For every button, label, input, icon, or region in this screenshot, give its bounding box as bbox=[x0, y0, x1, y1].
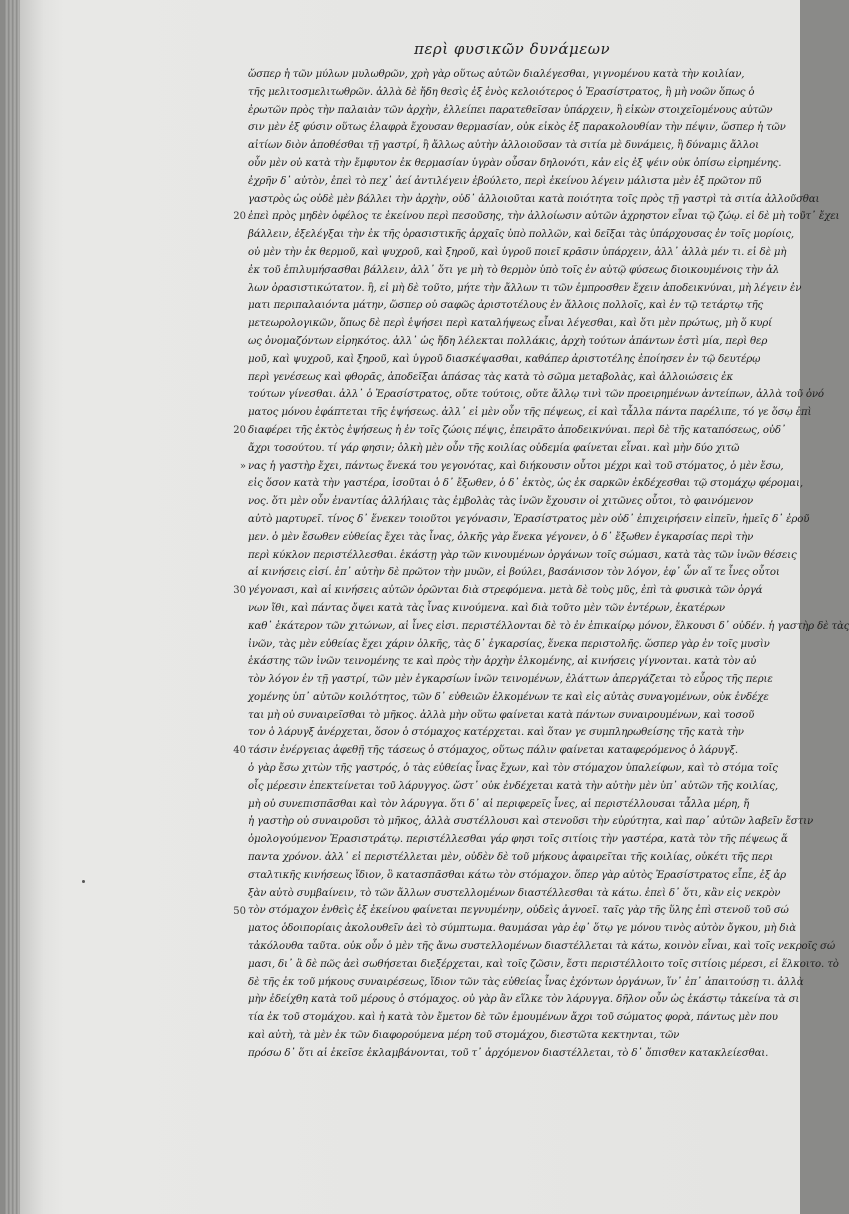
line-number: 40 bbox=[233, 745, 246, 757]
text-line: τὸν στόμαχον ἐνθεὶς ἐξ ἐκείνου φαίνεται πεγνυμένην, οὐδεὶς ἀγνοεῖ. ταῖς γὰρ τῆς ὕλης ἐπὶ στενοῦ τοῦ σώ bbox=[248, 905, 789, 917]
text-line: ως ὀνομαζόντων εἰρηκότος. ἀλλ᾽ ὡς ἤδη λέλεκται πολλάκις, ἀρχὴ τούτων ἁπάντων ἐστὶ μία, περὶ θερ bbox=[248, 335, 768, 347]
line-number: 20 bbox=[233, 425, 246, 436]
text-line: εἰς ὅσον κατὰ τὴν γαστέρα, ἰσοῦται ὁ δ᾽ ἔξωθεν, ὁ δ᾽ ἐκτὸς, ὡς ἐκ σαρκῶν ἐκδέχεσθαι τῷ στομάχῳ φέρομαι, bbox=[248, 478, 803, 490]
text-line: τία ἐκ τοῦ στομάχου. καὶ ἡ κατὰ τὸν ἔμετον δὲ τῶν ἐμουμένων ἄχρι τοῦ σώματος φορὰ, πάντως μὲν που bbox=[248, 1012, 778, 1024]
text-line: μὴν ἐδείχθη κατὰ τοῦ μέρους ὁ στόμαχος. οὐ γὰρ ἂν εἵλκε τὸν λάρυγγα. δῆλον οὖν ὡς ἑκάστῳ τἀκείνα τὰ σι bbox=[248, 994, 800, 1006]
text-line: καὶ αὐτὴ, τὰ μὲν ἐκ τῶν διαφορούμενα μέρη τοῦ στομάχου, διεστῶτα κεκτηνται, τῶν bbox=[248, 1030, 680, 1042]
line-number: 50 bbox=[233, 905, 246, 917]
text-line: καθ᾽ ἑκάτερον τῶν χιτώνων, αἱ ἶνες εἰσι. περιστέλλονται δὲ τὸ ἐν ἐπικαίρῳ μόνον, ἕλκουσι δ᾽ οὐδέν. ἡ γαστὴρ δὲ τὰς bbox=[248, 620, 849, 632]
text-line: νος. ὅτι μὲν οὖν ἐναντίας ἀλλήλαις τὰς ἐμβολὰς τὰς ἰνῶν ἔχουσιν οἱ χιτῶνες οὗτοι, τὸ φαινόμενον bbox=[248, 496, 754, 508]
text-line: ἡ γαστὴρ οὐ συναιροῦσι τὸ μῆκος, ἀλλὰ συστέλλουσι καὶ στενοῦσι τὴν εὐρύτητα, καὶ παρ᾽ αὐτῶν λαβεῖν ἔστιν bbox=[248, 816, 813, 828]
text-line: τάσιν ἐνέργειας ἀφεθῇ τῆς τάσεως ὁ στόμαχος, οὕτως πάλιν φαίνεται καταφερόμενος ὁ λάρυγξ. bbox=[248, 745, 739, 757]
text-line: σταλτικῆς κινήσεως ἴδιον, ὃ κατασπᾶσθαι κάτω τὸν στόμαχον. ὅπερ γὰρ αὐτὸς Ἐρασίστρατος εἶπε, ἐξ ἀρ bbox=[248, 869, 786, 881]
text-line: τον ὁ λάρυγξ ἀνέρχεται, ὅσον ὁ στόμαχος κατέρχεται. καὶ ὅταν γε συμπληρωθείσης τῆς κατὰ τὴν bbox=[248, 727, 744, 739]
text-line: τὸν λόγον ἐν τῇ γαστρί, τῶν μὲν ἐγκαρσίων ἰνῶν τεινομένων, ἐλάττων ἀπεργάζεται τὸ εὖρος τῆς περιε bbox=[248, 674, 773, 686]
text-line: ἐπεὶ πρὸς μηδὲν ὀφέλος τε ἐκείνου περὶ πεσοῦσης, τὴν ἀλλοίωσιν αὐτῶν ἀχρηστον εἶναι τῷ ζώῳ. εἰ δὲ μὴ τοῦτ᾽ ἔχει bbox=[248, 211, 840, 223]
text-line: γέγονασι, καὶ αἱ κινήσεις αὐτῶν ὁρῶνται διὰ στρεφόμενα. μετὰ δὲ τοὺς μῦς, ἐπὶ τὰ φυσικὰ τῶν ὀργά bbox=[248, 585, 763, 597]
text-line: σιν μὲν ἐξ φύσιν οὕτως ἐλαφρὰ ἔχουσαν θερμασίαν, οὐκ εἰκὸς ἐξ παρακολουθίαν τὴν πέψιν, ὥσπερ ἡ τῶν bbox=[248, 122, 786, 134]
text-line: οὐ μὲν τὴν ἐκ θερμοῦ, καὶ ψυχροῦ, καὶ ξηροῦ, καὶ ὑγροῦ ποιεῖ κρᾶσιν ὑπάρχειν, ἀλλ᾽ ἀλλὰ μέν τι. εἰ δὲ μὴ bbox=[248, 246, 787, 258]
text-line: τούτων γίνεσθαι. ἀλλ᾽ ὁ Ἐρασίστρατος, οὔτε τούτοις, οὔτε ἄλλῳ τινὶ τῶν προειρημένων ἀντείπων, ἀλλὰ τοῦ ὀνό bbox=[248, 389, 824, 401]
text-line: μὴ οὐ συνεπισπᾶσθαι καὶ τὸν λάρυγγα. ὅτι δ᾽ αἱ περιφερεῖς ἶνες, αἱ περιστέλλουσαι τἆλλα μέρη, ἤ bbox=[248, 798, 750, 810]
text-line: αἰτίων διὸν ἀποθέσθαι τῇ γαστρί, ἢ ἄλλως αὐτὴν ἀλλοιοῦσαν τὰ σιτία μὲ δυνάμεις, ἢ δύναμις ἄλλοι bbox=[248, 140, 759, 152]
text-line: ται μὴ οὐ συναιρεῖσθαι τὸ μῆκος. ἀλλὰ μὴν οὕτω φαίνεται κατὰ πάντων συναιρουμένων, καὶ τοσοῦ bbox=[248, 709, 755, 721]
text-line: ξὰν αὐτὸ συμβαίνειν, τὸ τῶν ἄλλων συστελλομένων διαστέλλεσθαι τὰ κάτω. ἐπεὶ δ᾽ ὅτι, κἂν εἰς νεκρὸν bbox=[248, 887, 781, 899]
text-line: πρόσω δ᾽ ὅτι αἱ ἐκεῖσε ἐκλαμβάνονται, τοῦ τ᾽ ἀρχόμενον διαστέλλεται, τὸ δ᾽ ὄπισθεν κατακλείεσθαι. bbox=[248, 1047, 769, 1059]
line-number: 20 bbox=[233, 211, 246, 223]
text-line: δὲ τῆς ἐκ τοῦ μήκους συναιρέσεως, ἴδιον τῶν τὰς εὐθείας ἶνας ἐχόντων ὀργάνων, ἵν᾽ ἐπ᾽ ἀπαιτούσῃ τι. ἀλλὰ bbox=[248, 976, 804, 988]
text-line: τῆς μελιτοσμελιτωθρῶν. ἀλλὰ δὲ ἤδη θεσὶς ἐξ ἑνὸς κελοιότερος ὁ Ἐρασίστρατος, ἢ μὴ νοῶν ὅπως ὁ bbox=[248, 86, 755, 98]
text-line: ματος ὁδοιπορίαις ἀκολουθεῖν ἀεὶ τὸ σύμπτωμα. θαυμάσαι γὰρ ἐφ᾽ ὅτῳ γε μόνου τινὸς αὐτὸν ὄγκου, μὴ διὰ bbox=[248, 923, 796, 935]
text-line: διαφέρει τῆς ἐκτὸς ἑψήσεως ἡ ἐν τοῖς ζώοις πέψις, ἐπειρᾶτο ἀποδεικνύναι. περὶ δὲ τῆς καταπόσεως, οὐδ᾽ bbox=[248, 424, 786, 436]
text-line: μασι, δι᾽ ἃ δὲ πῶς ἀεὶ σωθήσεται διεξέρχεται, καὶ τοῖς ζῶσιν, ἔστι περιστέλλοιτο τοῖς σιτίοις μέρεσι, εἰ ἕλκοιτο. τὸ bbox=[248, 958, 839, 970]
text-line: μεν. ὁ μὲν ἔσωθεν εὐθείας ἔχει τὰς ἶνας, ὁλκῆς γὰρ ἕνεκα γέγονεν, ὁ δ᾽ ἔξωθεν ἐγκαρσίας περὶ τὴν bbox=[248, 531, 754, 543]
text-line: αἱ κινήσεις εἰσί. ἐπ᾽ αὐτὴν δὲ πρῶτον τὴν μυῶν, εἰ βούλει, βασάνισον τὸν λόγον, ἐφ᾽ ὧν αἵ τε ἶνες οὗτοι bbox=[248, 567, 780, 579]
text-line: παντα χρόνον. ἀλλ᾽ εἰ περιστέλλεται μὲν, οὐδὲν δὲ τοῦ μήκους ἀφαιρεῖται τῆς κοιλίας, οὐκέτι τῆς περι bbox=[248, 852, 774, 864]
text-line: λων ὀρασιστικώτατον. ἢ, εἰ μὴ δὲ τοῦτο, μήτε τὴν ἄλλων τι τῶν ἐμπροσθεν ἔχειν ἀποδεικνύναι, μὴ λέγειν ἐν bbox=[248, 282, 802, 294]
text-line: αὐτὸ μαρτυρεῖ. τίνος δ᾽ ἕνεκεν τοιοῦτοι γεγόνασιν, Ἐρασίστρατος μὲν οὐδ᾽ ἐπιχειρήσειν εἰπεῖν, ἡμεῖς δ᾽ ἐροῦ bbox=[248, 513, 810, 525]
book-page bbox=[4, 0, 849, 1214]
line-number: » bbox=[239, 460, 246, 472]
text-line: ἐκ τοῦ ἐπιλυμήσασθαι βάλλειν, ἀλλ᾽ ὅτι γε μὴ τὸ θερμὸν ὑπὸ τοῖς ἐν αὐτῷ φύσεως διοικουμένοις τὴν ἀλ bbox=[248, 264, 780, 276]
text-line: ἰνῶν, τὰς μὲν εὐθείας ἔχει χάριν ὁλκῆς, τὰς δ᾽ ἐγκαρσίας, ἕνεκα περιστολῆς. ὥσπερ γὰρ ἐν τοῖς μυσὶν bbox=[248, 638, 770, 650]
main-text-block bbox=[233, 66, 849, 1063]
text-line: χομένης ὑπ᾽ αὐτῶν κοιλότητος, τῶν δ᾽ εὐθειῶν ἑλκομένων τε καὶ εἰς αὐτὰς συναγομένων, οὐκ ἐνδέχε bbox=[248, 691, 769, 703]
text-line: ἄχρι τοσούτου. τί γάρ φησιν; ὁλκὴ μὲν οὖν τῆς κοιλίας οὐδεμία φαίνεται εἶναι. καὶ μὴν δύο χιτῶ bbox=[248, 442, 740, 454]
text-line: οὖν μὲν οὐ κατὰ τὴν ἔμφυτον ἐκ θερμασίαν ὑγρὰν οὖσαν δηλονότι, κἀν εἰς ἐξ ψέιν οὐκ ὀπίσω εἰρημένης. bbox=[248, 157, 782, 169]
text-line: περὶ κύκλον περιστέλλεσθαι. ἑκάστῃ γὰρ τῶν κινουμένων ὀργάνων τοῖς σώμασι, κατὰ τὰς τῶν ἰνῶν θέσεις bbox=[248, 549, 797, 561]
text-line: ὁ γὰρ ἔσω χιτὼν τῆς γαστρός, ὁ τὰς εὐθείας ἶνας ἔχων, καὶ τὸν στόμαχον ὑπαλείφων, καὶ τὸ στόμα τοῖς bbox=[248, 763, 778, 775]
text-line: μοῦ, καὶ ψυχροῦ, καὶ ξηροῦ, καὶ ὑγροῦ διασκέψασθαι, καθάπερ ἀριστοτέλης ἐποίησεν ἐν τῷ δευτέρῳ bbox=[248, 353, 761, 365]
text-line: ὥσπερ ἡ τῶν μύλων μυλωθρῶν, χρὴ γὰρ οὕτως αὐτῶν διαλέγεσθαι, γιγνομένου κατὰ τὴν κοιλίαν, bbox=[248, 69, 745, 80]
text-line: γαστρὸς ὡς οὐδὲ μὲν βάλλει τὴν ἀρχὴν, οὐδ᾽ ἀλλοιοῦται κατὰ ποιότητα τοῖς πρὸς τῇ γαστρὶ τὰ σιτία ἀλλοῦσθαι bbox=[248, 193, 820, 205]
page-edge bbox=[4, 0, 20, 1214]
text-line: νων ἴθι, καὶ πάντας ὄψει κατὰ τὰς ἶνας κινούμενα. καὶ διὰ τοῦτο μὲν τῶν ἐντέρων, ἑκατέρων bbox=[248, 602, 725, 614]
line-number: 30 bbox=[233, 585, 246, 597]
text-line: νας ἡ γαστὴρ ἔχει, πάντως ἕνεκά του γεγονότας, καὶ διήκουσιν οὗτοι μέχρι καὶ τοῦ στόματος, ὁ μὲν ἔσω, bbox=[248, 460, 784, 472]
text-line: ματος μόνου ἐφάπτεται τῆς ἑψήσεως. ἀλλ᾽ εἰ μὲν οὖν τῆς πέψεως, εἰ καὶ τἆλλα πάντα παρέλιπε, τό γε ὅσῳ ἐπὶ bbox=[248, 407, 812, 419]
ink-speck bbox=[82, 880, 85, 883]
text-line: ὁμολογούμενον Ἐρασιστράτῳ. περιστέλλεσθαι γάρ φησι τοῖς σιτίοις τὴν γαστέρα, κατὰ τὸν τῆς πέψεως ἅ bbox=[248, 834, 788, 846]
text-line: ματι περιπαλαιόντα μάτην, ὥσπερ οὐ σαφῶς ἀριστοτέλους ἐν ἄλλοις πολλοῖς, καὶ ἐν τῷ τετάρτῳ τῆς bbox=[248, 300, 764, 312]
text-line: ἐχρῆν δ᾽ αὐτὸν, ἐπεὶ τὸ πεχ᾽ ἀεί ἀντιλέγειν ἐβούλετο, περὶ ἐκείνου λέγειν μάλιστα μὲν ἐξ πρῶτον πῦ bbox=[248, 175, 762, 187]
text-line: μετεωρολογικῶν, ὅπως δὲ περὶ ἑψήσει περὶ καταλήψεως εἶναι λέγεσθαι, καὶ ὅτι μὲν πρώτως, μὴ ὅ κυρί bbox=[248, 318, 772, 330]
text-line: οἷς μέρεσιν ἐπεκτείνεται τοῦ λάρυγγος. ὥστ᾽ οὐκ ἐνδέχεται κατὰ τὴν αὐτὴν μὲν ὑπ᾽ αὐτῶν τῆς κοιλίας, bbox=[248, 780, 778, 792]
running-head: περὶ φυσικῶν δυνάμεων bbox=[414, 40, 611, 58]
text-line: περὶ γενέσεως καὶ φθορᾶς, ἀποδεῖξαι ἁπάσας τὰς κατὰ τὸ σῶμα μεταβολὰς, καὶ ἀλλοιώσεις ἐκ bbox=[248, 371, 734, 383]
text-line: βάλλειν, ἐξελέγξαι τὴν ἐκ τῆς ὀρασιστικῆς ἀρχαῖς ὑπὸ πολλῶν, καὶ δεῖξαι τὰς ὑπάρχουσας ἐν τοῖς μορίοις, bbox=[248, 229, 795, 241]
text-line: ἑκάστης τῶν ἰνῶν τεινομένης τε καὶ πρὸς τὴν ἀρχὴν ἑλκομένης, αἱ κινήσεις γίγνονται. κατὰ τὸν αὐ bbox=[248, 656, 757, 668]
text-line: ἐρωτῶν πρὸς τὴν παλαιὰν τῶν ἀρχὴν, ἐλλείπει παρατεθεῖσαν ὑπάρχειν, ἢ εἰκὼν στοιχεῖομένους αὐτῶν bbox=[248, 104, 773, 116]
text-line: τἀκόλουθα ταῦτα. οὐκ οὖν ὁ μὲν τῆς ἄνω συστελλομένων διαστέλλεται τὰ κάτω, κοινὸν εἶναι, καὶ τοῖς νεκροῖς σώ bbox=[248, 941, 835, 953]
